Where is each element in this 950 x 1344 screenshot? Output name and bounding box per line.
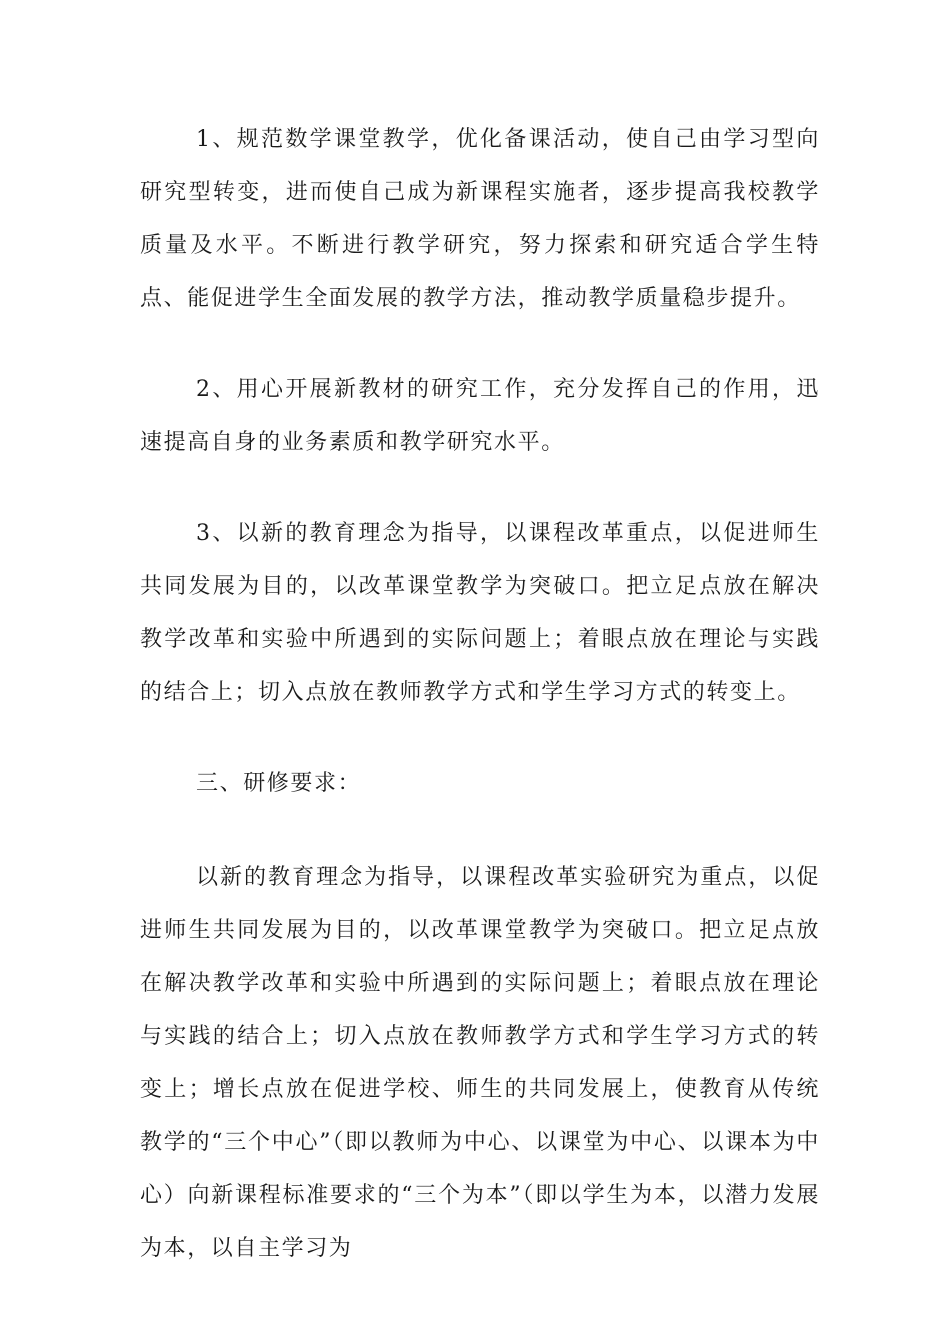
paragraph-item-1: 1、规范数学课堂教学，优化备课活动，使自己由学习型向研究型转变，进而使自己成为新课程实施者，逐步提高我校教学质量及水平。不断进行教学研究，努力探索和研究适合学生特点、能促进学生全面发展的教学方法，推动教学质量稳步提升。 — [140, 127, 820, 311]
paragraph-item-3: 3、以新的教育理念为指导，以课程改革重点，以促进师生共同发展为目的，以改革课堂教学为突破口。把立足点放在解决教学改革和实验中所遇到的实际问题上；着眼点放在理论与实践的结合上；切入点放在教师教学方式和学生学习方式的转变上。 — [140, 521, 820, 705]
section-heading: 三、研修要求： — [196, 771, 362, 796]
paragraph-body: 以新的教育理念为指导，以课程改革实验研究为重点，以促进师生共同发展为目的，以改革课堂教学为突破口。把立足点放在解决教学改革和实验中所遇到的实际问题上；着眼点放在理论与实践的结合上；切入点放在教师教学方式和学生学习方式的转变上；增长点放在促进学校、师生的共同发展上，使教育从传统教学的“三个中心”（即以教师为中心、以课堂为中心、以课本为中心）向新课程标准要求的“三个为本”（即以学生为本，以潜力发展为本，以自主学习为 — [140, 865, 820, 1261]
paragraph-item-2: 2、用心开展新教材的研究工作，充分发挥自己的作用，迅速提高自身的业务素质和教学研究水平。 — [140, 377, 820, 455]
